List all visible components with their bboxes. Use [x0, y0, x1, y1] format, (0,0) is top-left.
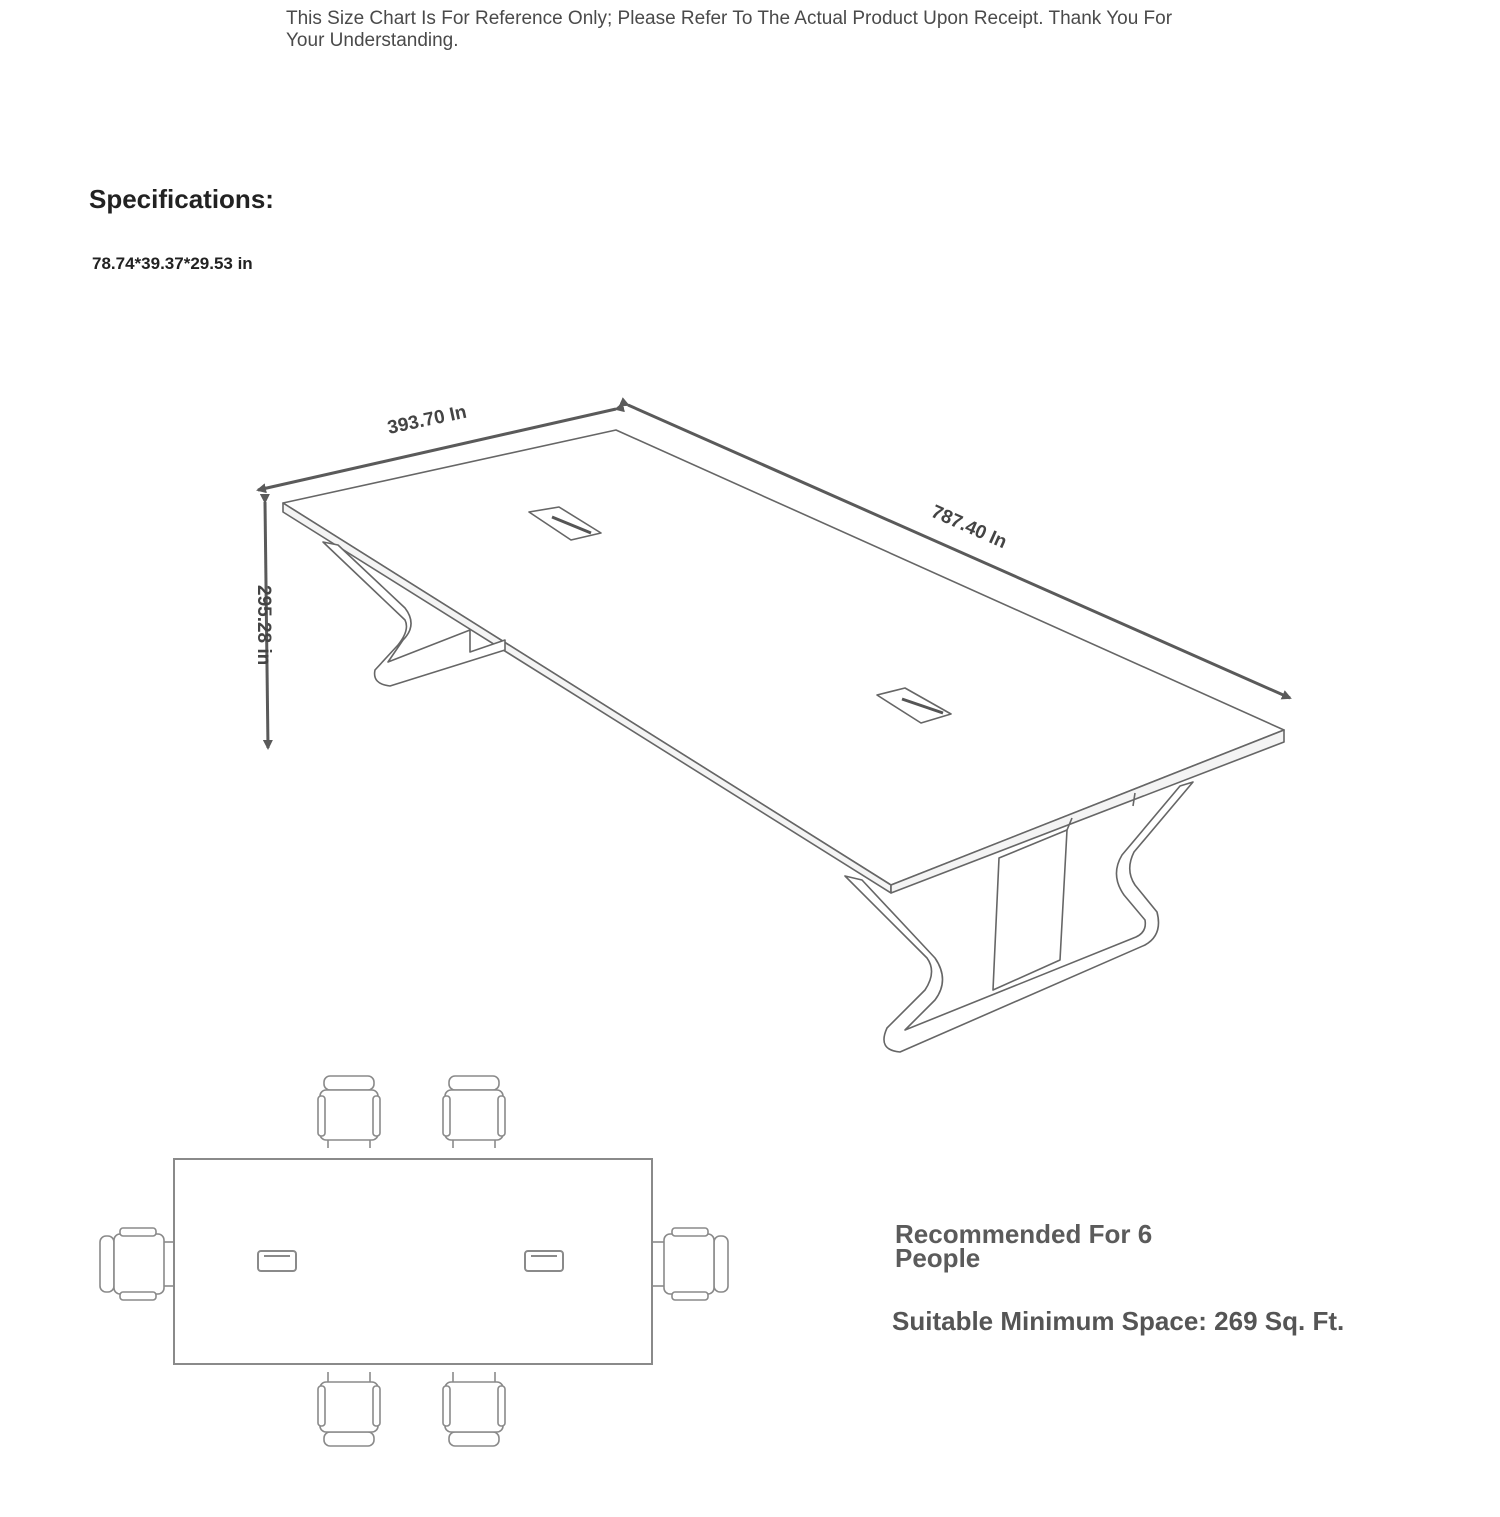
- modesty-panel: [993, 830, 1067, 990]
- width-label: 393.70 In: [385, 401, 469, 439]
- disclaimer-text: This Size Chart Is For Reference Only; Please Refer To The Actual Product Upon Receipt. Thank You For Your Understanding.: [286, 8, 1173, 51]
- height-label: 295.28 in: [253, 585, 274, 666]
- specifications-dimensions: 78.74*39.37*29.53 in: [92, 254, 253, 273]
- chair-icon: [318, 1372, 380, 1446]
- minimum-space: Suitable Minimum Space: 269 Sq. Ft.: [892, 1306, 1345, 1336]
- table-top-view: [174, 1159, 652, 1364]
- top-view-table: [174, 1159, 652, 1364]
- chair-icon: [443, 1372, 505, 1446]
- table-isometric: [283, 430, 1284, 1052]
- chair-icon: [100, 1228, 174, 1300]
- chair-icon: [318, 1076, 380, 1148]
- length-label: 787.40 In: [927, 501, 1010, 554]
- chair-icon: [443, 1076, 505, 1148]
- specifications-title: Specifications:: [89, 184, 274, 214]
- chair-icon: [652, 1228, 728, 1300]
- recommended-people: Recommended For 6 People: [895, 1219, 1153, 1273]
